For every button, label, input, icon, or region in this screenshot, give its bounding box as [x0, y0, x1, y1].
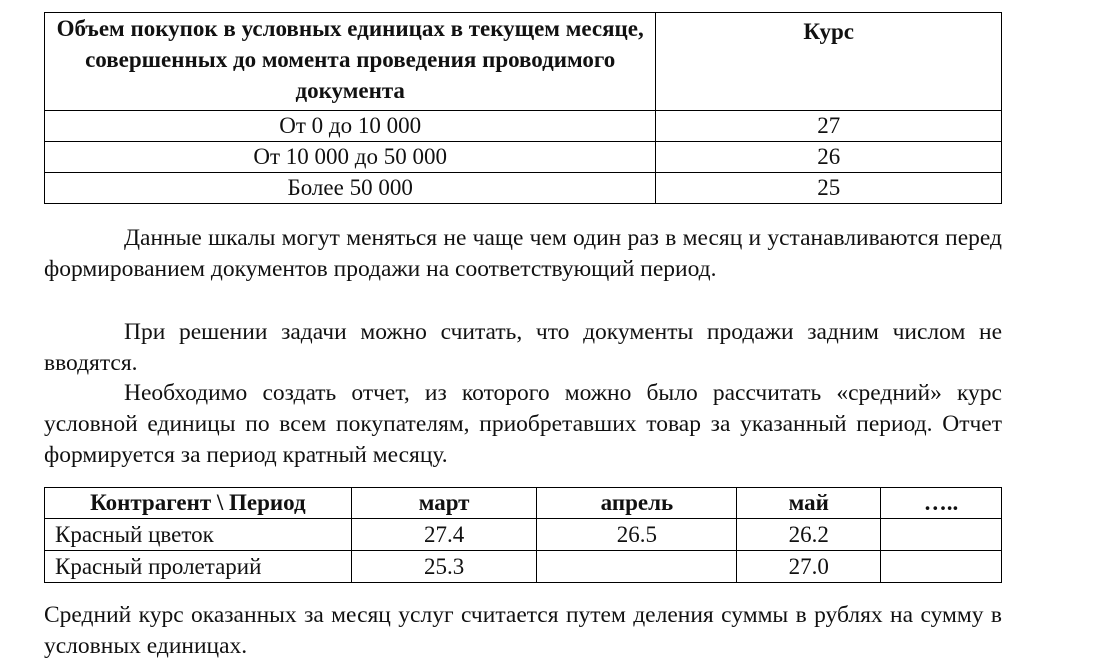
rate-cell: 25 — [656, 173, 1002, 204]
average-rate-report-table — [44, 487, 1002, 583]
report-header-row — [45, 488, 1002, 519]
volume-range-cell: От 0 до 10 000 — [45, 111, 656, 142]
value-cell: 26.5 — [537, 519, 737, 551]
value-cell — [881, 519, 1002, 551]
value-cell: 27.0 — [737, 551, 881, 583]
rate-cell: 27 — [656, 111, 1002, 142]
header-counterparty-period: Контрагент \ Период — [45, 488, 352, 519]
rate-scale-table — [44, 12, 1002, 204]
counterparty-name: Красный цветок — [45, 519, 352, 551]
paragraph-text: Данные шкалы могут меняться не чаще чем один раз в месяц и устанавливаются перед формированием документов продажи на соответствующий период. — [44, 225, 1002, 282]
paragraph-report-requirement — [44, 378, 1002, 471]
header-march: март — [351, 488, 537, 519]
value-cell: 25.3 — [351, 551, 537, 583]
value-cell: 26.2 — [737, 519, 881, 551]
value-cell: 27.4 — [351, 519, 537, 551]
paragraph-text: При решении задачи можно считать, что документы продажи задним числом не вводятся. — [44, 319, 1002, 376]
paragraph-scale-change — [44, 223, 1002, 285]
table-row — [45, 519, 1002, 551]
table-row — [45, 551, 1002, 583]
header-april: апрель — [537, 488, 737, 519]
value-cell — [537, 551, 737, 583]
paragraph-text: Необходимо создать отчет, из которого можно было рассчитать «средний» курс условной единицы по всем покупателям, приобретавших товар за указанный период. Отчет формируется за период кратный месяцу. — [44, 380, 1002, 468]
rate-table-header-row — [45, 13, 1002, 111]
header-purchase-volume: Объем покупок в условных единицах в текущем месяце, совершенных до момента проведения проводимого документа — [45, 13, 656, 111]
volume-range-cell: Более 50 000 — [45, 173, 656, 204]
volume-range-cell: От 10 000 до 50 000 — [45, 142, 656, 173]
header-may: май — [737, 488, 881, 519]
table-row — [45, 111, 1002, 142]
paragraph-average-rate-calculation — [44, 600, 1002, 662]
value-cell — [881, 551, 1002, 583]
table-row — [45, 142, 1002, 173]
header-rate: Курс — [656, 13, 1002, 111]
paragraph-text: Средний курс оказанных за месяц услуг считается путем деления суммы в рублях на сумму в условных единицах. — [44, 602, 1002, 659]
header-more-periods: ….. — [881, 488, 1002, 519]
rate-cell: 26 — [656, 142, 1002, 173]
counterparty-name: Красный пролетарий — [45, 551, 352, 583]
paragraph-no-backdating — [44, 317, 1002, 379]
table-row — [45, 173, 1002, 204]
